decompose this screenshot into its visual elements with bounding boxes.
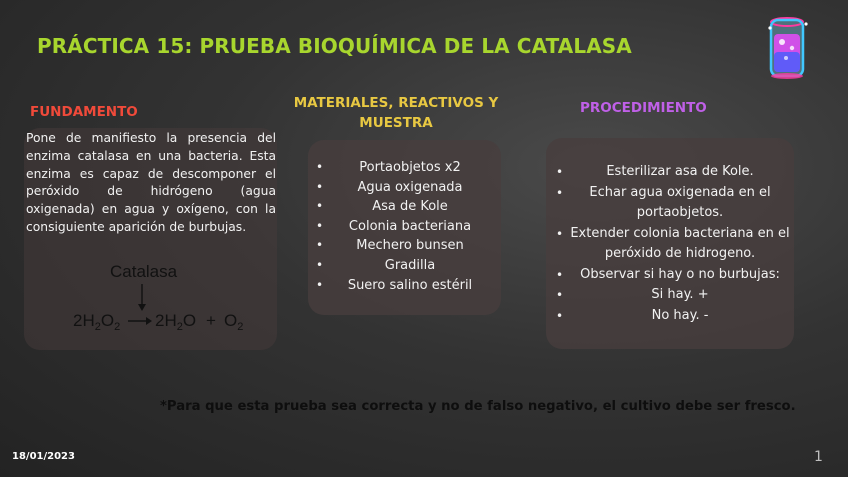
slide-title: PRÁCTICA 15: PRUEBA BIOQUÍMICA DE LA CATALASA <box>37 34 632 58</box>
bullet-icon: • <box>556 165 564 179</box>
bullet-icon: • <box>556 185 564 200</box>
svg-text:O2: $O_2$ <box>224 311 244 333</box>
list-item <box>316 178 496 198</box>
list-item <box>316 256 496 276</box>
list-item <box>316 236 496 256</box>
bullet-icon: • <box>316 199 324 214</box>
note-text: *Para que esta prueba sea correcta y no de falso negativo, el cultivo debe ser fresco. <box>160 399 796 414</box>
fundamento-heading: FUNDAMENTO <box>30 104 138 120</box>
list-item <box>556 306 790 327</box>
bullet-icon: • <box>316 160 324 174</box>
list-item <box>316 276 496 296</box>
list-item <box>556 224 790 265</box>
list-item-label: Extender colonia bacteriana en el peróxido de hidrogeno. <box>570 225 790 261</box>
page-number: 1 <box>814 449 823 465</box>
list-item-label: No hay. - <box>651 307 709 323</box>
materiales-heading: MATERIALES, REACTIVOS Y MUESTRA <box>293 95 499 131</box>
list-item-label: Mechero bunsen <box>356 238 464 254</box>
list-item-label: Portaobjetos x2 <box>359 160 461 175</box>
bullet-icon: • <box>316 277 324 292</box>
svg-text:2H2O: $2H_2O$ <box>155 311 197 333</box>
list-item <box>556 162 790 183</box>
list-item-label: Si hay. + <box>651 287 709 302</box>
list-item-label: Gradilla <box>384 257 436 273</box>
list-item-label: Esterilizar asa de Kole. <box>606 164 754 179</box>
svg-text:2H2O2: $2H_2O_2$ <box>73 311 121 333</box>
formula-plus: + <box>206 311 216 330</box>
catalasa-reaction-formula <box>70 258 270 338</box>
bullet-icon: • <box>316 179 324 194</box>
materiales-list <box>316 158 496 295</box>
formula-enzyme-label: Catalasa <box>110 262 178 281</box>
bullet-icon: • <box>316 238 324 253</box>
list-item <box>316 158 496 178</box>
list-item <box>316 217 496 237</box>
slide-date: 18/01/2023 <box>12 451 75 462</box>
list-item-label: Asa de Kole <box>372 199 448 215</box>
bullet-icon: • <box>556 267 564 282</box>
list-item-label: Agua oxigenada <box>357 179 463 195</box>
bullet-icon: • <box>316 257 324 272</box>
list-item-label: Suero salino estéril <box>347 277 473 293</box>
procedimiento-heading: PROCEDIMIENTO <box>580 100 707 116</box>
fundamento-text: Pone de manifiesto la presencia del enzima catalasa en una bacteria. Esta enzima es capaz de descomponer el peróxido de hidrógeno (agua oxigenada) en agua y oxígeno, con la consiguiente aparición de burbujas. <box>26 131 276 234</box>
list-item <box>556 183 790 224</box>
bullet-icon: • <box>556 308 564 323</box>
list-item <box>316 197 496 217</box>
list-item-label: Echar agua oxigenada en el portaobjetos. <box>589 184 771 220</box>
bullet-icon: • <box>556 226 564 241</box>
list-item <box>556 265 790 286</box>
list-item-label: Observar si hay o no burbujas: <box>580 266 780 282</box>
bullet-icon: • <box>556 288 564 302</box>
procedimiento-list <box>556 162 790 326</box>
list-item <box>556 285 790 306</box>
list-item-label: Colonia bacteriana <box>348 218 472 234</box>
beaker-icon <box>762 14 814 80</box>
bullet-icon: • <box>316 218 324 233</box>
